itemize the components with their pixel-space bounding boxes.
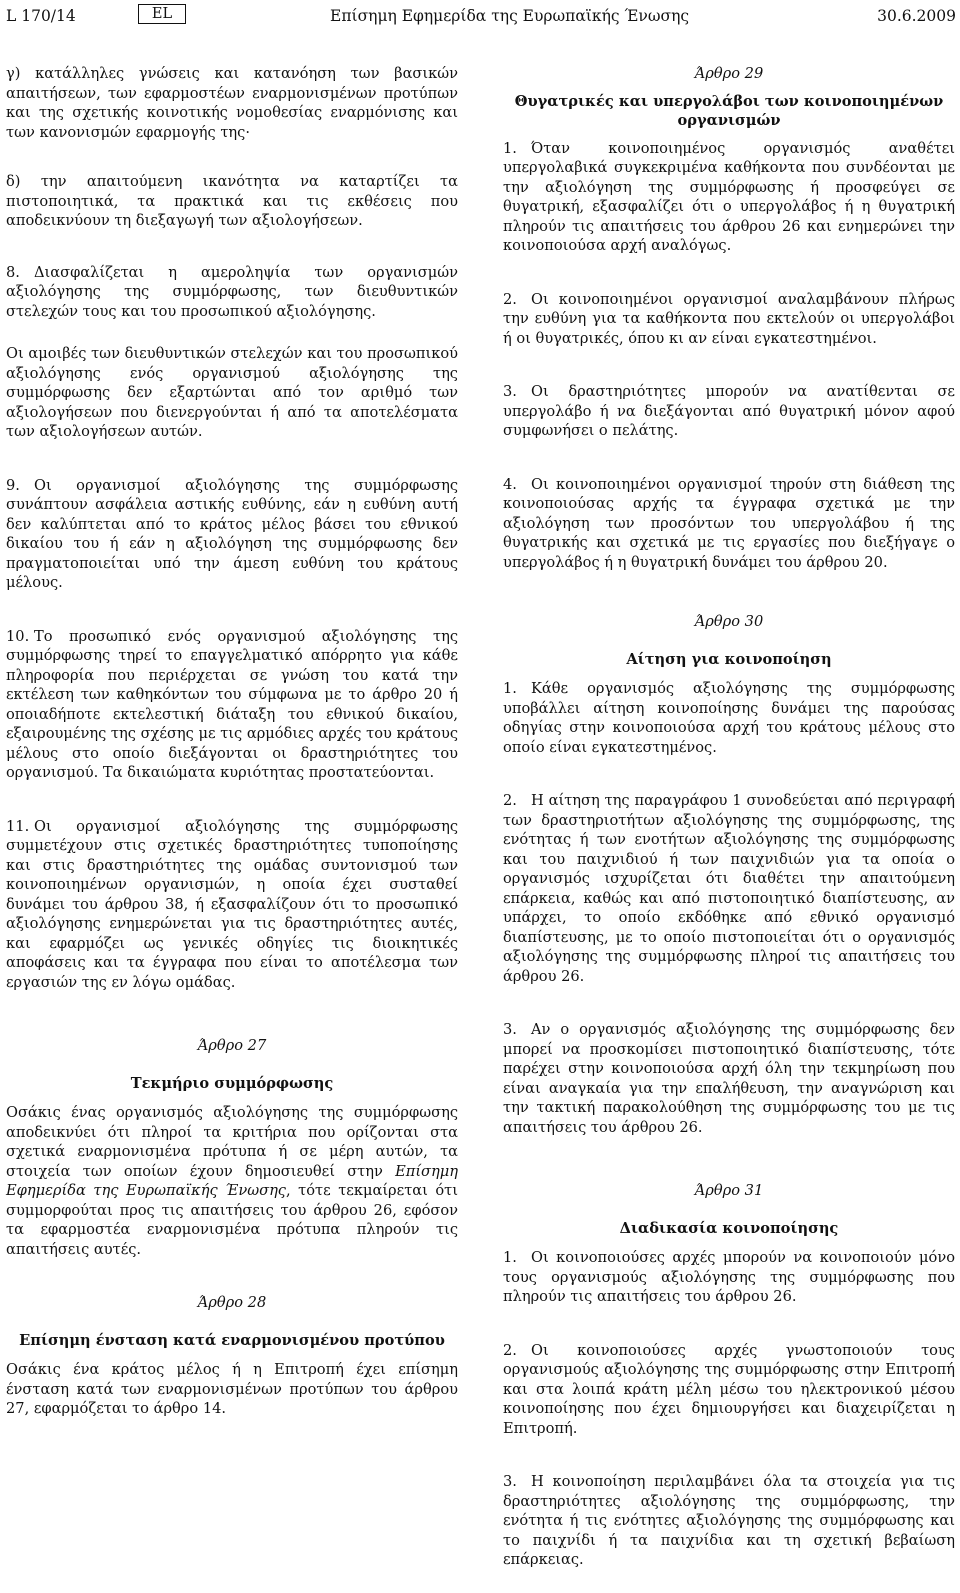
article-27-text-b: , τότε τεκμαίρεται ότι συμμορφούται προς τις απαιτήσεις του άρθρου 26, εφόσον τα εφαρμοστέα εναρμονισμένα πρότυπα πληρούν τις απαιτήσεις αυτές. <box>6 1182 458 1258</box>
article-31-paragraph-1 <box>503 1248 955 1307</box>
paragraph-number: 1. <box>503 1249 517 1266</box>
article-31-label: Άρθρο 31 <box>694 1182 764 1199</box>
paragraph-text: Όταν κοινοποιημένος οργανισμός αναθέτει υπεργολαβικά συγκεκριμένα καθήκοντα που συνδέονται με την αξιολόγηση της συμμόρφωσης ή προσφεύγει σε θυγατρική, εξασφαλίζει ότι ο υπεργολάβος ή η θυγατρική πληρούν τις απαιτήσεις του άρθρου 26 και ενημερώνει την κοινοποιούσα αρχή αναλόγως. <box>503 139 955 254</box>
article-27-title: Τεκμήριο συμμόρφωσης <box>130 1074 334 1092</box>
paragraph-10 <box>6 627 458 783</box>
article-30-paragraph-1 <box>503 679 955 757</box>
paragraph-text: Οι δραστηριότητες μπορούν να ανατίθενται σε υπεργολάβο ή να διεξάγονται από θυγατρική μόνον αφού συμφωνήσει ο πελάτης. <box>503 383 955 439</box>
article-31-title: Διαδικασία κοινοποίησης <box>619 1219 839 1237</box>
paragraph-9 <box>6 476 458 593</box>
paragraph-text: Αν ο οργανισμός αξιολόγησης της συμμόρφωσης δεν μπορεί να προσκομίσει πιστοποιητικό διαπίστευσης, τότε παρέχει στην κοινοποιούσα αρχή όλη την τεκμηρίωση που είναι αναγκαία για την επαλήθευση, την αναγνώριση και την τακτική παρακολούθηση της συμμόρφωσης του με τις απαιτήσεις του άρθρου 26. <box>503 1021 955 1136</box>
article-27-text-a: Οσάκις ένας οργανισμός αξιολόγησης της συμμόρφωσης αποδεικνύει ότι πληροί τα κριτήρια που ορίζονται στα σχετικά εναρμονισμένα πρότυπα ή σε μέρη αυτών, τα στοιχεία των οποίων έχουν δημοσιευθεί στην <box>6 1104 458 1180</box>
paragraph-number: 3. <box>503 1473 517 1490</box>
paragraph-text: Οι κοινοποιούσες αρχές μπορούν να κοινοποιούν μόνο τους οργανισμούς αξιολόγησης της συμμόρφωσης που πληρούν τις απαιτήσεις του άρθρου 26. <box>503 1249 955 1305</box>
journal-title: Επίσημη Εφημερίδα της Ευρωπαϊκής Ένωσης <box>330 7 690 25</box>
page-header <box>0 4 960 28</box>
item-delta: δ) την απαιτούμενη ικανότητα να καταρτίζει τα πιστοποιητικά, τα πρακτικά και τις εκθέσεις που αποδεικνύουν τη διεξαγωγή των αξιολογήσεων. <box>6 173 458 229</box>
article-29-paragraph-2 <box>503 290 955 349</box>
paragraph-text: Το προσωπικό ενός οργανισμού αξιολόγησης της συμμόρφωσης τηρεί το επαγγελματικό απόρρητο για κάθε πληροφορία που περιέρχεται σε γνώση του κατά την εκτέλεση των καθηκόντων του σύμφωνα με το άρθρο 20 ή οποιαδήποτε εκτελεστική διάταξη του εθνικού δικαίου, εξαιρουμένης της σχέσης με τις αρμόδιες αρχές του κράτους μέλους στο οποίο διεξάγονται οι δραστηριότητες του οργανισμού. Τα δικαιώματα κυριότητας προστατεύονται. <box>6 627 458 781</box>
paragraph-number: 1. <box>503 139 517 157</box>
paragraph-number: 1. <box>503 680 517 697</box>
issue-date: 30.6.2009 <box>877 7 956 25</box>
paragraph-number: 2. <box>503 1341 517 1359</box>
article-30-paragraph-2 <box>503 791 955 986</box>
right-column <box>503 64 955 1593</box>
article-28-label: Άρθρο 28 <box>197 1294 267 1311</box>
left-column <box>6 64 458 1442</box>
paragraph-8 <box>6 263 458 322</box>
paragraph-text: Οι κοινοποιούσες αρχές γνωστοποιούν τους οργανισμούς αξιολόγησης της συμμόρφωσης στην Επιτροπή και στα λοιπά κράτη μέλη μέσω του ηλεκτρονικού μέσου κοινοποίησης που έχει δημιουργήσει και διαχειρίζεται η Επιτροπή. <box>503 1341 955 1437</box>
article-30-paragraph-3 <box>503 1020 955 1137</box>
paragraph-text: Η αίτηση της παραγράφου 1 συνοδεύεται από περιγραφή των δραστηριοτήτων αξιολόγησης της συμμόρφωσης, της ενότητας ή των ενοτήτων αξιολόγησης της συμμόρφωσης και του παιχνιδιού ή των παιχνιδιών για τα οποία ο οργανισμός ισχυρίζεται ότι διαθέτει την απαιτούμενη επάρκεια, καθώς και από πιστοποιητικό διαπίστευσης, αν υπάρχει, το οποίο εκδόθηκε από εθνικό οργανισμό διαπίστευσης, με το οποίο πιστοποιείται ότι ο οργανισμός αξιολόγησης της συμμόρφωσης πληροί τις απαιτήσεις του άρθρου 26. <box>503 792 955 985</box>
item-gamma: γ) κατάλληλες γνώσεις και κατανόηση των βασικών απαιτήσεων, των εφαρμοστέων εναρμονισμένων προτύπων και της σχετικής κοινοτικής νομοθεσίας εναρμόνισης και των κανονισμών εφαρμογής της· <box>6 65 458 141</box>
article-28-title: Επίσημη ένσταση κατά εναρμονισμένου προτύπου <box>19 1331 445 1349</box>
article-29-paragraph-1 <box>503 139 955 256</box>
page-number: L 170/14 <box>6 7 76 25</box>
paragraph-number: 10. <box>6 627 30 645</box>
article-30-title: Αίτηση για κοινοποίηση <box>626 650 832 668</box>
article-29-label: Άρθρο 29 <box>694 65 764 82</box>
article-29-paragraph-3 <box>503 382 955 441</box>
paragraph-text: Οι κοινοποιημένοι οργανισμοί τηρούν στη διάθεση της κοινοποιούσας αρχής τα έγγραφα σχετικά με την αξιολόγηση των προσόντων του υπεργολάβου ή της θυγατρικής και σχετικά με τις εργασίες που διεξήγαγε ο υπεργολάβος ή η θυγατρική δυνάμει του άρθρου 20. <box>503 475 955 571</box>
paragraph-11 <box>6 817 458 993</box>
paragraph-text: Οι οργανισμοί αξιολόγησης της συμμόρφωσης συμμετέχουν στις σχετικές δραστηριότητες τυποποίησης και στις δραστηριότητες της ομάδας συντονισμού των κοινοποιημένων οργανισμών, η οποία έχει συσταθεί δυνάμει του άρθρου 38, ή εξασφαλίζουν ότι το προσωπικό αξιολόγησης ενημερώνεται για τις δραστηριότητες αυτές, και εφαρμόζει ως γενικές οδηγίες τις διοικητικές αποφάσεις και τα έγγραφα που είναι το αποτέλεσμα των εργασιών της εν λόγω ομάδας. <box>6 817 458 991</box>
journal-reference: Επίσημη Εφημερίδα της Ευρωπαϊκής Ένωσης <box>6 1162 458 1199</box>
paragraph-number: 8. <box>6 263 20 281</box>
language-box: EL <box>138 4 186 24</box>
article-29-title: Θυγατρικές και υπεργολάβοι των κοινοποιημένων οργανισμών <box>514 92 944 129</box>
paragraph-text: Κάθε οργανισμός αξιολόγησης της συμμόρφωσης υποβάλλει αίτηση κοινοποίησης δυνάμει της παρούσας οδηγίας στην κοινοποιούσα αρχή του κράτους μέλους στο οποίο είναι εγκατεστημένος. <box>503 680 955 756</box>
paragraph-text: Οι κοινοποιημένοι οργανισμοί αναλαμβάνουν πλήρως την ευθύνη για τα καθήκοντα που εκτελούν οι υπεργολάβοι ή οι θυγατρικές, όπου κι αν είναι εγκατεστημένοι. <box>503 290 955 347</box>
paragraph-text: Η κοινοποίηση περιλαμβάνει όλα τα στοιχεία για τις δραστηριότητες αξιολόγησης της συμμόρφωσης, την ενότητα ή τις ενότητες αξιολόγησης της συμμόρφωσης και το παιχνίδι ή τα παιχνίδια και τη σχετική βεβαίωση επάρκειας. <box>503 1473 955 1568</box>
article-31-paragraph-3 <box>503 1472 955 1570</box>
paragraph-text: Διασφαλίζεται η αμεροληψία των οργανισμών αξιολόγησης της συμμόρφωσης, των διευθυντικών στελεχών τους και του προσωπικού αξιολόγησης. <box>6 263 458 320</box>
paragraph-number: 3. <box>503 1021 517 1038</box>
article-31-paragraph-2 <box>503 1341 955 1439</box>
paragraph-text: Οι οργανισμοί αξιολόγησης της συμμόρφωσης συνάπτουν ασφάλεια αστικής ευθύνης, εάν η ευθύνη αυτή δεν καλύπτεται από το κράτος μέλος βάσει του εθνικού δικαίου του ή εάν η αξιολόγηση της συμμόρφωσης δεν πραγματοποιείται υπό την άμεση ευθύνη του κράτους μέλους. <box>6 476 458 591</box>
article-30-label: Άρθρο 30 <box>694 613 764 630</box>
article-28-text: Οσάκις ένα κράτος μέλος ή η Επιτροπή έχει επίσημη ένσταση κατά των εναρμονισμένων προτύπων του άρθρου 27, εφαρμόζεται το άρθρο 14. <box>6 1361 458 1417</box>
paragraph-number: 3. <box>503 383 517 400</box>
paragraph-number: 11. <box>6 817 30 835</box>
paragraph-number: 9. <box>6 476 20 494</box>
paragraph-number: 4. <box>503 475 517 493</box>
paragraph-8-second: Οι αμοιβές των διευθυντικών στελεχών και του προσωπικού αξιολόγησης ενός οργανισμού αξιολόγησης της συμμόρφωσης δεν εξαρτώνται από τον αριθμό των αξιολογήσεων που διενεργούνται ή από τα αποτελέσματα των αξιολογήσεων αυτών. <box>6 345 458 440</box>
paragraph-number: 2. <box>503 290 517 308</box>
article-29-paragraph-4 <box>503 475 955 573</box>
article-27-label: Άρθρο 27 <box>197 1037 267 1054</box>
article-27-text <box>6 1103 458 1259</box>
paragraph-number: 2. <box>503 792 517 809</box>
